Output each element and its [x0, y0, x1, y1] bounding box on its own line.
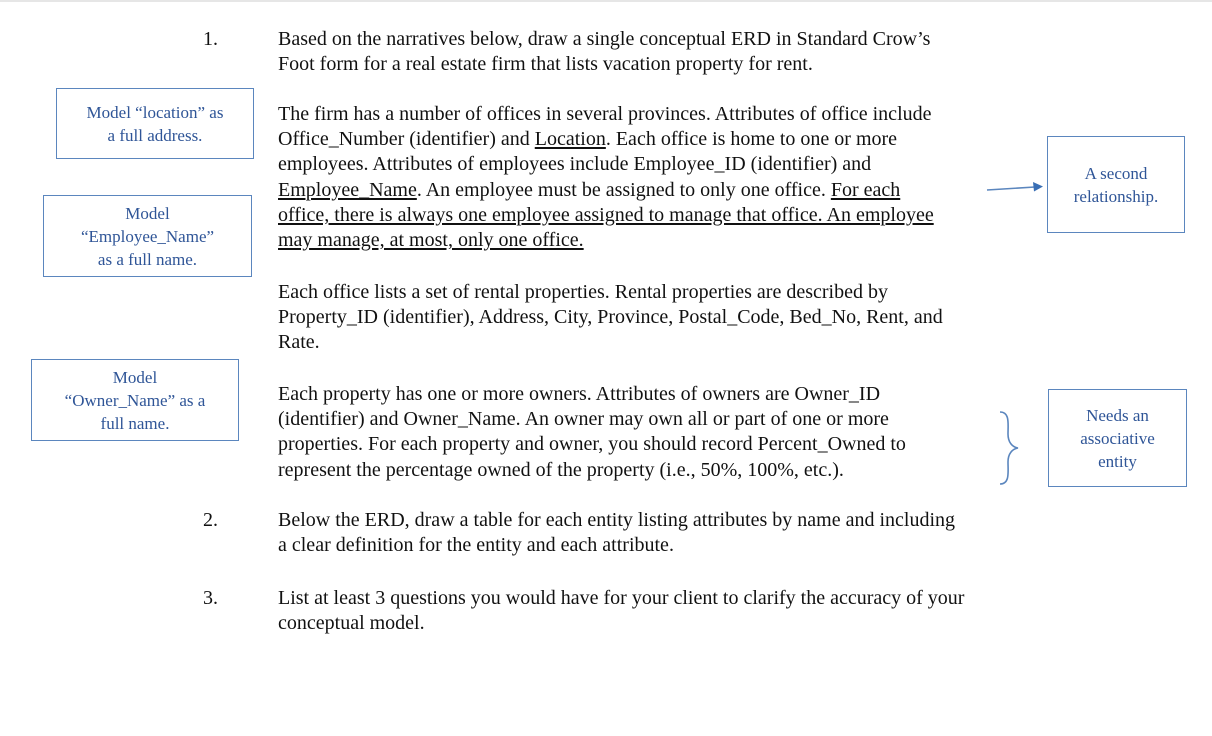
- instruction-paragraph: [278, 508, 955, 558]
- item-number-1: 1.: [203, 28, 218, 50]
- text-line: conceptual model.: [278, 612, 425, 635]
- note-employee-name-comment: [43, 195, 252, 277]
- underlined-manage-text: office, there is always one employee assigned to manage that office. An employee: [278, 203, 934, 226]
- curly-brace-icon: [996, 410, 1026, 486]
- note-text: entity: [1098, 451, 1137, 471]
- office-paragraph: [278, 102, 934, 253]
- note-text: A second: [1084, 163, 1148, 183]
- note-text: as a full name.: [97, 249, 198, 269]
- text-fragment: Office_Number (identifier) and: [278, 128, 535, 151]
- note-text: “Employee_Name”: [80, 226, 215, 246]
- text-line: [278, 178, 934, 203]
- text-line: (identifier) and Owner_Name. An owner may own all or part of one or more: [278, 408, 889, 431]
- note-second-relationship-comment: [1047, 136, 1185, 233]
- text-line: Foot form for a real estate firm that lists vacation property for rent.: [278, 53, 813, 76]
- text-line: Below the ERD, draw a table for each entity listing attributes by name and including: [278, 509, 956, 531]
- note-text: Model: [125, 203, 170, 223]
- text-fragment: . Each office is home to one or more: [605, 128, 898, 151]
- text-line: Each property has one or more owners. Attributes of owners are Owner_ID: [278, 383, 881, 405]
- text-line: Rate.: [278, 331, 320, 354]
- annotation-arrow: [985, 180, 1049, 200]
- item-number-3: 3.: [203, 587, 218, 609]
- note-text: Model “location” as: [86, 102, 224, 122]
- note-text: Needs an: [1086, 405, 1149, 425]
- note-text: associative: [1080, 428, 1155, 448]
- underlined-manage-text: For each: [830, 178, 901, 201]
- underlined-location: Location: [534, 128, 606, 151]
- text-line: a clear definition for the entity and each attribute.: [278, 534, 674, 557]
- text-line: Property_ID (identifier), Address, City, Province, Postal_Code, Bed_No, Rent, and: [278, 306, 943, 329]
- text-line: The firm has a number of offices in several provinces. Attributes of office include: [278, 103, 932, 125]
- text-fragment: . An employee must be assigned to only one office.: [416, 178, 831, 201]
- text-line: [278, 127, 934, 152]
- text-line: Based on the narratives below, draw a single conceptual ERD in Standard Crow’s: [278, 28, 931, 50]
- instruction-paragraph: [278, 586, 964, 636]
- text-line: employees. Attributes of employees include Employee_ID (identifier) and: [278, 153, 872, 176]
- page-top-edge: [0, 0, 1212, 2]
- text-line: represent the percentage owned of the property (i.e., 50%, 100%, etc.).: [278, 458, 844, 481]
- note-location-comment: [56, 88, 254, 159]
- underlined-employee-name: Employee_Name: [278, 178, 417, 201]
- text-line: properties. For each property and owner, you should record Percent_Owned to: [278, 433, 906, 456]
- property-paragraph: [278, 280, 943, 356]
- instruction-paragraph: [278, 27, 930, 77]
- note-associative-entity-comment: [1048, 389, 1187, 487]
- note-owner-name-comment: [31, 359, 239, 441]
- note-text: a full address.: [107, 125, 203, 145]
- item-number-2: 2.: [203, 509, 218, 531]
- note-text: Model: [112, 367, 158, 387]
- note-text: full name.: [100, 413, 170, 433]
- underlined-manage-text: may manage, at most, only one office.: [278, 228, 584, 251]
- owner-paragraph: [278, 382, 906, 483]
- note-text: “Owner_Name” as a: [64, 390, 206, 410]
- text-line: List at least 3 questions you would have for your client to clarify the accuracy of your: [278, 587, 965, 609]
- note-text: relationship.: [1073, 186, 1159, 206]
- text-line: Each office lists a set of rental properties. Rental properties are described by: [278, 281, 888, 303]
